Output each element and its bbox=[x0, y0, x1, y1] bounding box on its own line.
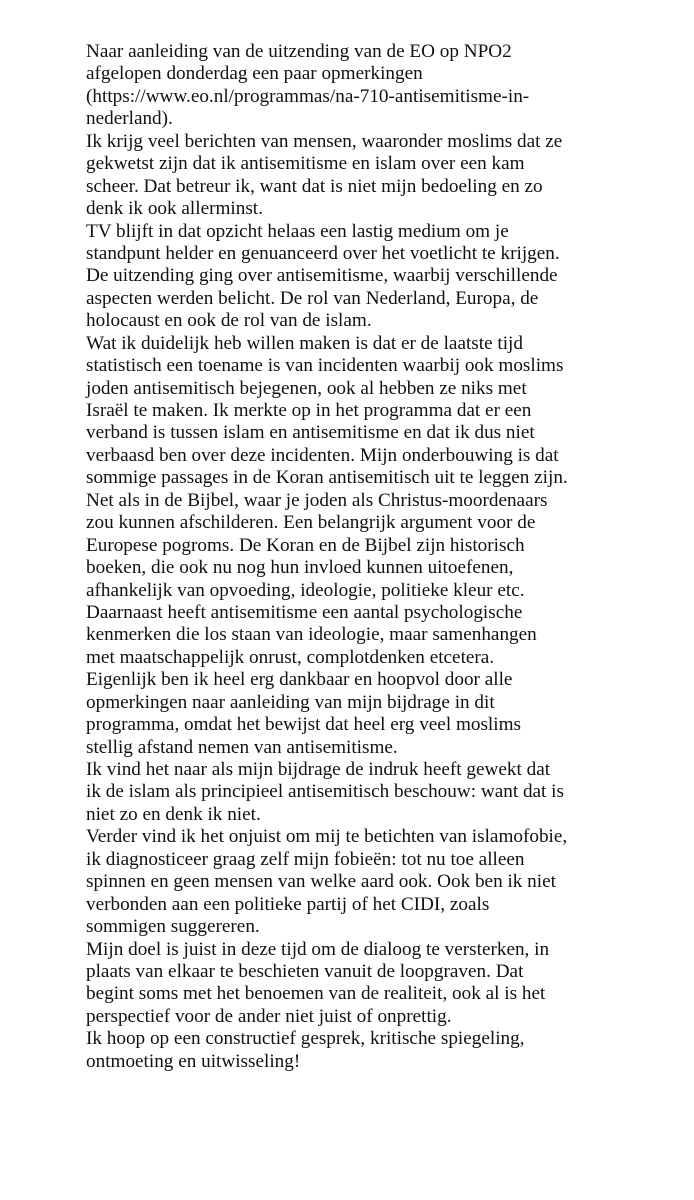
document-body bbox=[86, 41, 686, 1073]
text-line: scheer. Dat betreur ik, want dat is niet mijn bedoeling en zo bbox=[86, 175, 543, 197]
text-line: Israël te maken. Ik merkte op in het programma dat er een bbox=[86, 400, 532, 421]
text-line: begint soms met het benoemen van de realiteit, ook al is het bbox=[86, 983, 546, 1005]
link-text-line: nederland). bbox=[86, 108, 173, 130]
text-line: ik diagnosticeer graag zelf mijn fobieën: tot nu toe alleen bbox=[86, 848, 525, 870]
text-line: verbaasd ben over deze incidenten. Mijn onderbouwing is dat bbox=[86, 444, 559, 466]
text-line: Ik krijg veel berichten van mensen, waaronder moslims dat ze bbox=[86, 130, 563, 152]
text-line: Ik hoop op een constructief gesprek, kritische spiegeling, bbox=[86, 1028, 525, 1050]
text-line: joden antisemitisch bejegenen, ook al hebben ze niks met bbox=[86, 377, 527, 399]
text-line: Europese pogroms. De Koran en de Bijbel zijn historisch bbox=[86, 534, 525, 556]
text-line: statistisch een toename is van incidenten waarbij ook moslims bbox=[86, 355, 564, 377]
text-line: verbonden aan een politieke partij of het CIDI, zoals bbox=[86, 893, 490, 915]
text-line: aspecten werden belicht. De rol van Nederland, Europa, de bbox=[86, 287, 539, 309]
text-line: Daarnaast heeft antisemitisme een aantal psychologische bbox=[86, 601, 523, 623]
text-line: Ik vind het naar als mijn bijdrage de indruk heeft gewekt dat bbox=[86, 759, 551, 780]
text-line: TV blijft in dat opzicht helaas een lastig medium om je bbox=[86, 220, 509, 242]
text-line: spinnen en geen mensen van welke aard ook. Ook ben ik niet bbox=[86, 871, 556, 893]
text-line: kenmerken die los staan van ideologie, maar samenhangen bbox=[86, 624, 537, 646]
text-line: denk ik ook allerminst. bbox=[86, 198, 263, 220]
text-line: holocaust en ook de rol van de islam. bbox=[86, 310, 372, 332]
text-line: perspectief voor de ander niet juist of onprettig. bbox=[86, 1005, 452, 1027]
text-line: niet zo en denk ik niet. bbox=[86, 803, 261, 825]
text-line: sommigen suggereren. bbox=[86, 916, 260, 938]
text-line: Verder vind ik het onjuist om mij te betichten van islamofobie, bbox=[86, 826, 568, 848]
text-line: Net als in de Bijbel, waar je joden als Christus-moordenaars bbox=[86, 489, 548, 511]
text-line: Mijn doel is juist in deze tijd om de dialoog te versterken, in bbox=[86, 938, 550, 960]
text-line: verband is tussen islam en antisemitisme en dat ik dus niet bbox=[86, 422, 535, 444]
text-line: boeken, die ook nu nog hun invloed kunnen uitoefenen, bbox=[86, 557, 514, 579]
text-line: ik de islam als principieel antisemitisch beschouw: want dat is bbox=[86, 781, 564, 803]
text-line: opmerkingen naar aanleiding van mijn bijdrage in dit bbox=[86, 691, 495, 713]
text-line: met maatschappelijk onrust, complotdenken etcetera. bbox=[86, 646, 495, 668]
text-line: plaats van elkaar te beschieten vanuit de loopgraven. Dat bbox=[86, 960, 524, 982]
text-line: De uitzending ging over antisemitisme, waarbij verschillende bbox=[86, 265, 558, 287]
text-line: Wat ik duidelijk heb willen maken is dat er de laatste tijd bbox=[86, 332, 523, 354]
text-line: standpunt helder en genuanceerd over het voetlicht te krijgen. bbox=[86, 242, 560, 264]
text-line: ontmoeting en uitwisseling! bbox=[86, 1050, 301, 1072]
text-line: Eigenlijk ben ik heel erg dankbaar en hoopvol door alle bbox=[86, 669, 513, 691]
text-line: stellig afstand nemen van antisemitisme. bbox=[86, 736, 398, 758]
link-text-line: (https://www.eo.nl/programmas/na-710-antisemitisme-in- bbox=[86, 85, 530, 107]
text-line: zou kunnen afschilderen. Een belangrijk argument voor de bbox=[86, 512, 536, 534]
text-line: programma, omdat het bewijst dat heel erg veel moslims bbox=[86, 714, 521, 736]
text-line: sommige passages in de Koran antisemitisch uit te leggen zijn. bbox=[86, 467, 568, 489]
text-line: gekwetst zijn dat ik antisemitisme en islam over een kam bbox=[86, 153, 525, 175]
text-line: afhankelijk van opvoeding, ideologie, politieke kleur etc. bbox=[86, 579, 525, 601]
text-line: Naar aanleiding van de uitzending van de EO op NPO2 bbox=[86, 41, 512, 62]
text-line: afgelopen donderdag een paar opmerkingen bbox=[86, 63, 423, 85]
